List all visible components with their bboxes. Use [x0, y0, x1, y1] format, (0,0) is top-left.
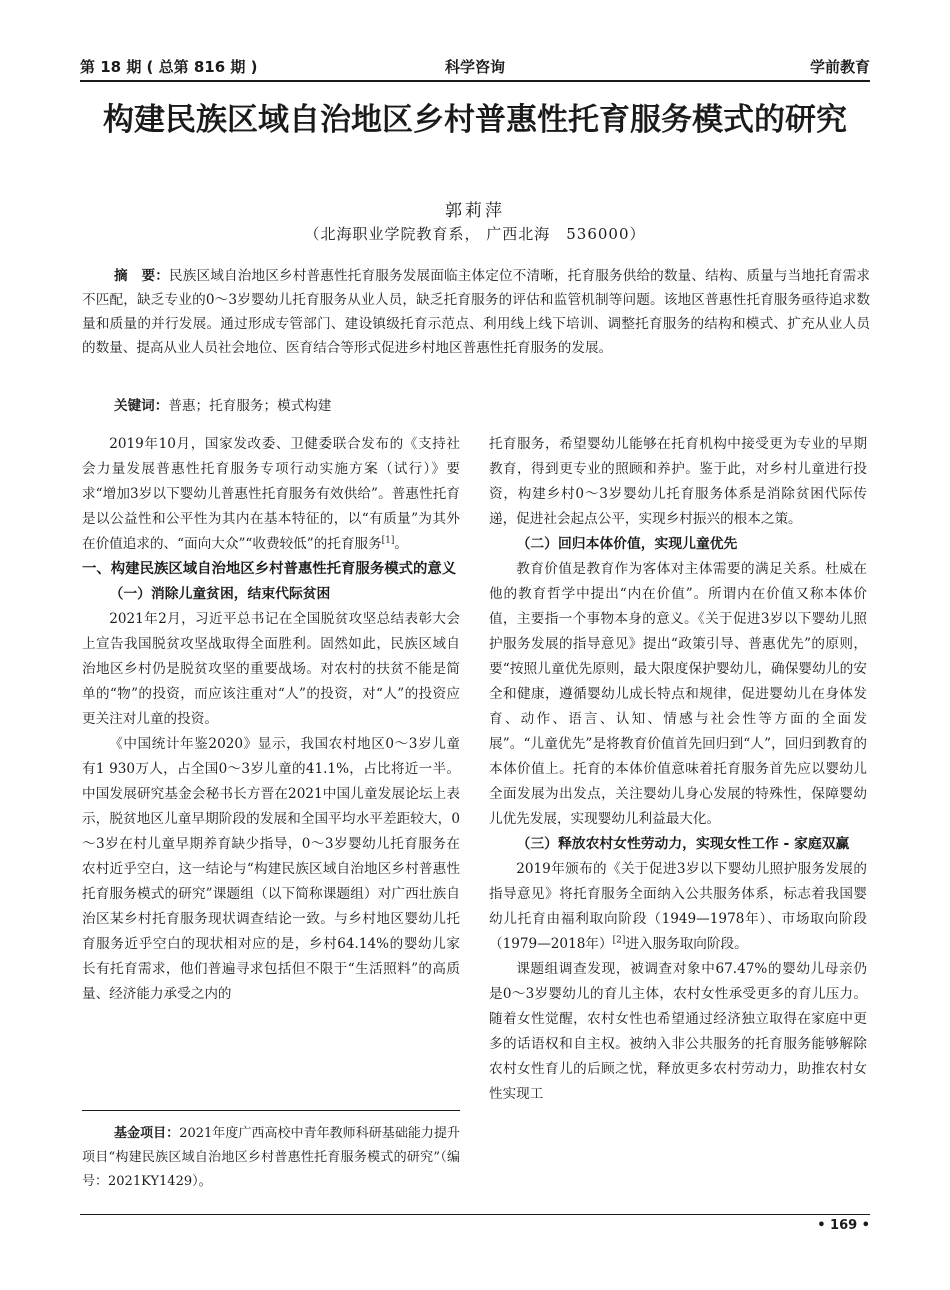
funding-footnote [82, 1122, 460, 1194]
right-column [489, 432, 867, 1107]
author-name: 郭莉萍 [445, 201, 505, 221]
section-heading-1: 一、构建民族区域自治地区乡村普惠性托育服务模式的意义 [82, 561, 457, 577]
footnote-label: 基金项目： [114, 1126, 180, 1141]
paper-title: 构建民族区域自治地区乡村普惠性托育服务模式的研究 [103, 102, 847, 138]
keywords-text: 普惠；托育服务；模式构建 [168, 398, 332, 414]
header-divider [80, 80, 870, 82]
author-affiliation: （北海职业学院教育系， 广西北海 536000） [304, 225, 646, 243]
left-column [82, 432, 460, 1007]
abstract-label: 摘 要： [114, 268, 169, 284]
footer-divider [80, 1214, 870, 1215]
intro-text-end: 。 [394, 536, 409, 552]
body-paragraph: 2021年2月，习近平总书记在全国脱贫攻坚总结表彰大会上宣告我国脱贫攻坚战取得全面胜利。固然如此，民族区域自治地区乡村仍是脱贫攻坚的重要战场。对农村的扶贫不能是简单的“物”的投资，而应该注重对“人”的投资，对“人”的投资应更关注对儿童的投资。 [82, 611, 460, 727]
intro-paragraph [82, 432, 460, 557]
subsection-heading-1: （一）消除儿童贫困，结束代际贫困 [109, 586, 331, 602]
body-paragraph: 课题组调查发现，被调查对象中67.47%的婴幼儿母亲仍是0～3岁婴幼儿的育儿主体，农村女性承受更多的育儿压力。随着女性觉醒，农村女性也希望通过经济独立取得在家庭中更多的话语权和自主权。被纳入非公共服务的托育服务能够解除农村女性育儿的后顾之忧，释放更多农村劳动力，助推农村女性实现工 [489, 961, 867, 1102]
footnote-text: 2021年度广西高校中青年教师科研基础能力提升项目“构建民族区域自治地区乡村普惠性托育服务模式的研究”（编号：2021KY1429）。 [82, 1126, 460, 1189]
citation-ref-1: [1] [381, 535, 395, 546]
abstract [82, 264, 870, 360]
keywords-label: 关键词： [114, 398, 169, 414]
page-number: • 169 • [817, 1218, 870, 1233]
body-text-end: 进入服务取向阶段。 [625, 936, 748, 952]
subsection-heading-3: （三）释放农村女性劳动力，实现女性工作 - 家庭双赢 [516, 836, 850, 852]
citation-ref-2: [2] [612, 935, 626, 946]
abstract-text: 民族区域自治地区乡村普惠性托育服务发展面临主体定位不清晰，托育服务供给的数量、结构、质量与当地托育需求不匹配，缺乏专业的0～3岁婴幼儿托育服务从业人员，缺乏托育服务的评估和监管机制等问题。该地区普惠性托育服务亟待追求数量和质量的并行发展。通过形成专管部门、建设镇级托育示范点、利用线上线下培训、调整托育服务的结构和模式、扩充从业人员的数量、提高从业人员社会地位、医育结合等形式促进乡村地区普惠性托育服务的发展。 [82, 268, 871, 356]
issue-number: 第 18 期 ( 总第 816 期 ) [80, 58, 258, 76]
body-paragraph-continued: 托育服务，希望婴幼儿能够在托育机构中接受更为专业的早期教育，得到更专业的照顾和养护。鉴于此，对乡村儿童进行投资，构建乡村0～3岁婴幼儿托育服务体系是消除贫困代际传递，促进社会起点公平，实现乡村振兴的根本之策。 [489, 436, 867, 527]
keywords [114, 394, 332, 418]
subsection-heading-2: （二）回归本体价值，实现儿童优先 [516, 536, 738, 552]
footnote-divider [82, 1110, 460, 1111]
body-paragraph: 教育价值是教育作为客体对主体需要的满足关系。杜威在他的教育哲学中提出“内在价值”。所谓内在价值又称本体价值，主要指一个事物本身的意义。《关于促进3岁以下婴幼儿照护服务发展的指导意见》提出“政策引导、普惠优先”的原则，要“按照儿童优先原则，最大限度保护婴幼儿，确保婴幼儿的安全和健康，遵循婴幼儿成长特点和规律，促进婴幼儿在身体发育、动作、语言、认知、情感与社会性等方面的全面发展”。“儿童优先”是将教育价值首先回归到“人”，回归到教育的本体价值上。托育的本体价值意味着托育服务首先应以婴幼儿全面发展为出发点，关注婴幼儿身心发展的特殊性，保障婴幼儿优先发展，实现婴幼儿利益最大化。 [489, 561, 867, 827]
body-paragraph: 《中国统计年鉴2020》显示，我国农村地区0～3岁儿童有1 930万人，占全国0～3岁儿童的41.1%，占比将近一半。中国发展研究基金会秘书长方晋在2021中国儿童发展论坛上表示，脱贫地区儿童早期阶段的发展和全国平均水平差距较大，0～3岁在村儿童早期养育缺少指导，0～3岁婴幼儿托育服务在农村近乎空白，这一结论与“构建民族区域自治地区乡村普惠性托育服务模式的研究”课题组（以下简称课题组）对广西壮族自治区某乡村托育服务现状调查结论一致。与乡村地区婴幼儿托育服务近乎空白的现状相对应的是，乡村64.14%的婴幼儿家长有托育需求，他们普遍寻求包括但不限于“生活照料”的高质量、经济能力承受之内的 [82, 736, 460, 1002]
intro-text: 2019年10月，国家发改委、卫健委联合发布的《支持社会力量发展普惠性托育服务专项行动实施方案（试行）》要求“增加3岁以下婴幼儿普惠性托育服务有效供给”。普惠性托育是以公益性和公平性为其内在基本特征的，以“有质量”为其外在价值追求的、“面向大众”“收费较低”的托育服务 [82, 436, 460, 552]
section-name: 学前教育 [809, 58, 870, 76]
running-header [80, 54, 870, 80]
body-paragraph [489, 857, 867, 957]
body-text: 2019年颁布的《关于促进3岁以下婴幼儿照护服务发展的指导意见》将托育服务全面纳入公共服务体系，标志着我国婴幼儿托育由福利取向阶段（1949—1978年）、市场取向阶段（1979—2018年） [489, 861, 867, 952]
journal-name: 科学咨询 [444, 58, 505, 76]
